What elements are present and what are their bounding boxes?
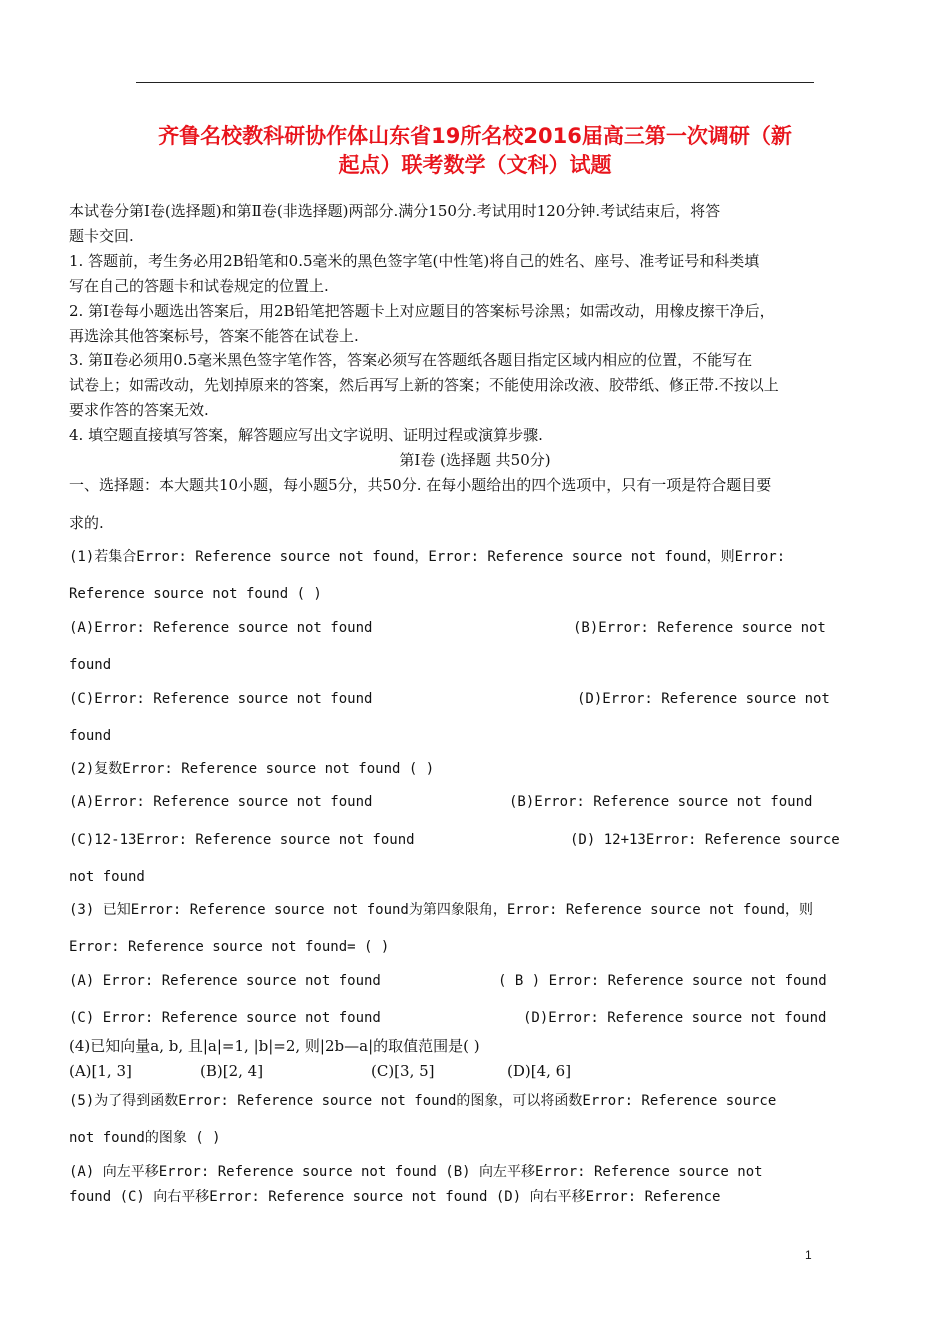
title-line-2: 起点）联考数学（文科）试题 [338, 153, 612, 177]
header-rule [136, 82, 814, 83]
instruction-3: 3. 第Ⅱ卷必须用0.5毫米黑色签字笔作答，答案必须写在答题纸各题目指定区域内相应的位置，不能写在 [69, 351, 753, 369]
q1-option-a: (A)Error: Reference source not found [69, 620, 373, 636]
instruction-2: 2. 第Ⅰ卷每小题选出答案后，用2B铅笔把答题卡上对应题目的答案标号涂黑；如需改动，用橡皮擦干净后， [69, 302, 775, 320]
q5-stem-cont: not found的图象 ( ) [69, 1130, 221, 1146]
q3-stem-cont: Error: Reference source not found= ( ) [69, 939, 390, 955]
q2-stem: (2)复数Error: Reference source not found ( ) [69, 761, 435, 777]
q2-option-d: (D) 12+13Error: Reference source [570, 832, 840, 848]
q1-option-c: (C)Error: Reference source not found [69, 691, 373, 707]
q4-option-b: (B)[2, 4] [200, 1062, 264, 1080]
section1-line: 一、选择题：本大题共10小题，每小题5分，共50分. 在每小题给出的四个选项中，只有一项是符合题目要 [69, 476, 772, 494]
intro-line: 本试卷分第Ⅰ卷(选择题)和第Ⅱ卷(非选择题)两部分.满分150分.考试用时120分钟.考试结束后，将答 [69, 202, 721, 220]
q3-option-d: (D)Error: Reference source not found [523, 1010, 827, 1026]
q2-option-a: (A)Error: Reference source not found [69, 794, 373, 810]
title-line-1: 齐鲁名校教科研协作体山东省19所名校2016届高三第一次调研（新 [158, 124, 792, 148]
intro-line: 题卡交回. [69, 227, 134, 245]
q5-stem: (5)为了得到函数Error: Reference source not found的图象，可以将函数Error: Reference source [69, 1093, 777, 1109]
q4-option-a: (A)[1, 3] [69, 1062, 132, 1080]
q1-option-b-wrap: found [69, 657, 112, 673]
page-number: 1 [805, 1248, 812, 1262]
instruction-4: 4. 填空题直接填写答案，解答题应写出文字说明、证明过程或演算步骤. [69, 426, 543, 444]
q2-option-c: (C)12-13Error: Reference source not found [69, 832, 415, 848]
part1-heading: 第Ⅰ卷 (选择题 共50分) [399, 451, 551, 469]
instruction-3-cont: 试卷上；如需改动，先划掉原来的答案，然后再写上新的答案；不能使用涂改液、胶带纸、修正带.不按以上 [69, 376, 779, 394]
q3-option-b: ( B ) Error: Reference source not found [498, 973, 827, 989]
q1-stem-cont: Reference source not found ( ) [69, 586, 322, 602]
q5-options-cont: found (C) 向右平移Error: Reference source not found (D) 向右平移Error: Reference [69, 1189, 721, 1205]
q2-option-b: (B)Error: Reference source not found [509, 794, 813, 810]
instruction-1: 1. 答题前，考生务必用2B铅笔和0.5毫米的黑色签字笔(中性笔)将自己的姓名、座号、准考证号和科类填 [69, 252, 760, 270]
q1-stem: (1)若集合Error: Reference source not found，Error: Reference source not found，则Error: [69, 549, 786, 565]
q2-option-d-wrap: not found [69, 869, 145, 885]
instruction-3-cont: 要求作答的答案无效. [69, 401, 209, 419]
q4-option-d: (D)[4, 6] [507, 1062, 572, 1080]
q1-option-b: (B)Error: Reference source not [573, 620, 826, 636]
section1-line: 求的. [69, 514, 104, 532]
q3-stem: (3) 已知Error: Reference source not found为第四象限角，Error: Reference source not found，则 [69, 902, 814, 918]
q4-stem: (4)已知向量a, b, 且|a|=1, |b|=2, 则|2b—a|的取值范围是( ) [69, 1037, 480, 1055]
q4-option-c: (C)[3, 5] [371, 1062, 435, 1080]
instruction-2-cont: 再选涂其他答案标号，答案不能答在试卷上. [69, 327, 359, 345]
document-title [130, 122, 820, 180]
q1-option-d-wrap: found [69, 728, 112, 744]
q1-option-d: (D)Error: Reference source not [577, 691, 830, 707]
q5-options: (A) 向左平移Error: Reference source not found (B) 向左平移Error: Reference source not [69, 1164, 763, 1180]
q3-option-a: (A) Error: Reference source not found [69, 973, 381, 989]
instruction-1-cont: 写在自己的答题卡和试卷规定的位置上. [69, 277, 329, 295]
q3-option-c: (C) Error: Reference source not found [69, 1010, 381, 1026]
